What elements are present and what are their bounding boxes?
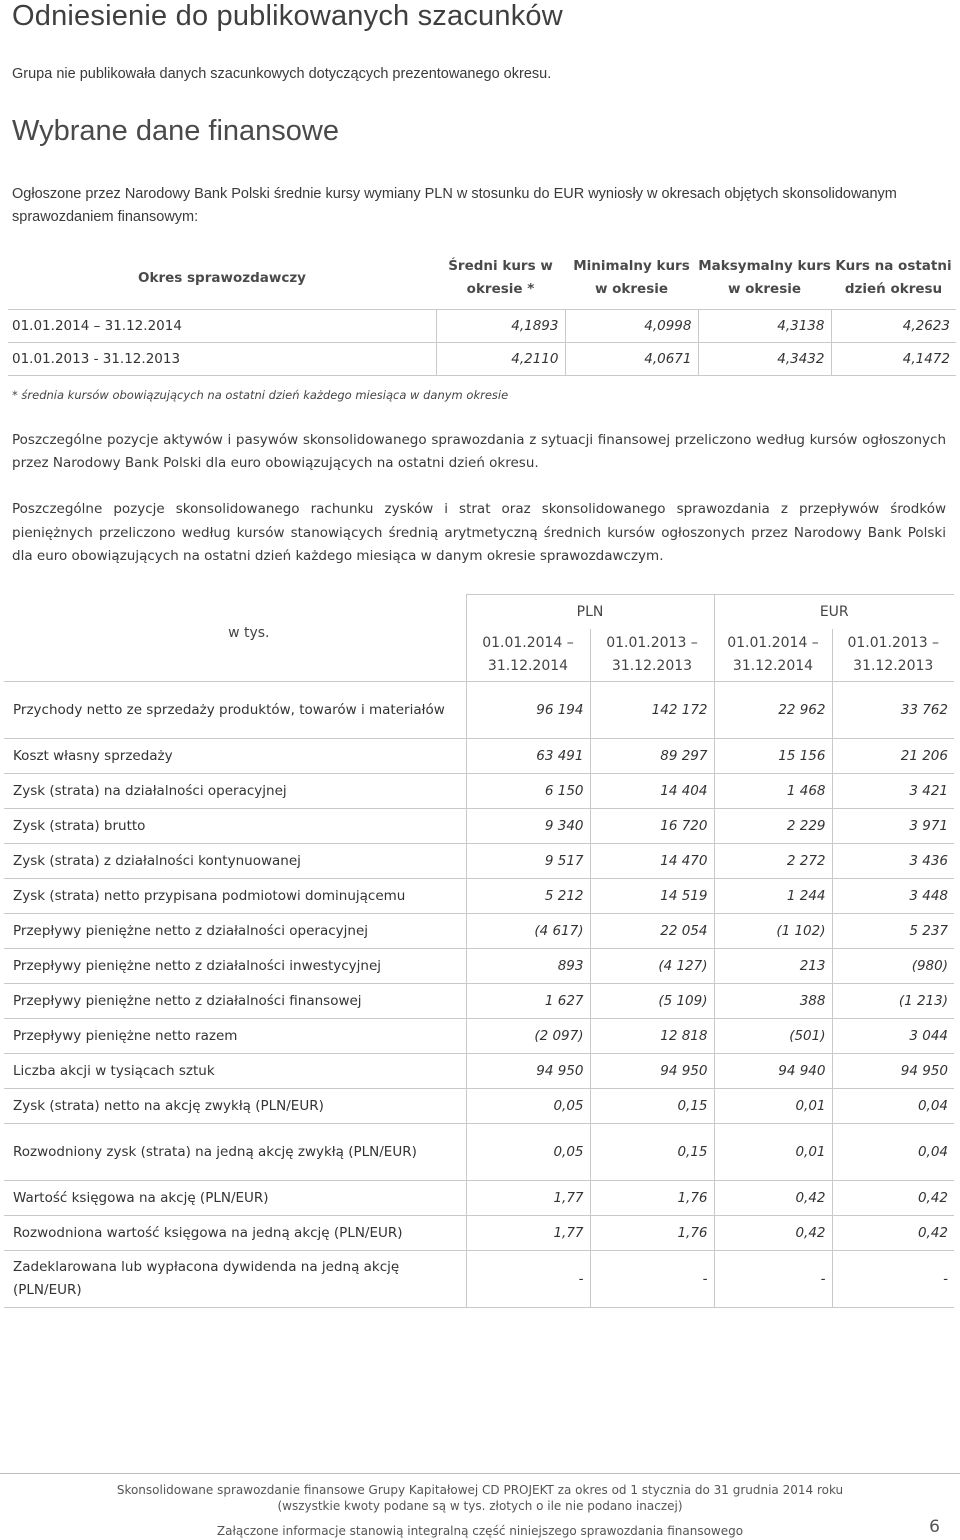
row-label: Przepływy pieniężne netto z działalności finansowej <box>4 984 466 1019</box>
table-row <box>4 682 954 739</box>
row-value: (501) <box>714 1019 832 1054</box>
row-value: 2 229 <box>714 809 832 844</box>
row-value: 3 971 <box>832 809 954 844</box>
table-row <box>4 1089 954 1124</box>
row-value: 0,42 <box>714 1181 832 1216</box>
row-label: Zysk (strata) netto na akcję zwykłą (PLN/EUR) <box>4 1089 466 1124</box>
table-row <box>4 1019 954 1054</box>
row-value: 89 297 <box>590 739 714 774</box>
row-value: 14 404 <box>590 774 714 809</box>
row-value: 2 272 <box>714 844 832 879</box>
row-value: 1 244 <box>714 879 832 914</box>
exchange-rates-intro: Ogłoszone przez Narodowy Bank Polski średnie kursy wymiany PLN w stosunku do EUR wyniosły w okresach objętych skonsolidowanym sprawozdaniem finansowym: <box>12 186 897 225</box>
row-value: 0,42 <box>832 1216 954 1251</box>
footer-line-3: Załączone informacje stanowią integralną część niniejszego sprawozdania finansowego <box>216 1524 744 1538</box>
rates-avg: 4,2110 <box>436 343 565 376</box>
period-header: 01.01.2014 – 31.12.2014 <box>466 629 590 682</box>
rates-period: 01.01.2014 – 31.12.2014 <box>8 310 436 343</box>
row-value: (5 109) <box>590 984 714 1019</box>
row-label: Zysk (strata) brutto <box>4 809 466 844</box>
page-footer <box>0 1473 960 1539</box>
row-value: (4 617) <box>466 914 590 949</box>
row-value: 1 468 <box>714 774 832 809</box>
row-value: 14 470 <box>590 844 714 879</box>
row-label: Zysk (strata) na działalności operacyjnej <box>4 774 466 809</box>
rates-header-row <box>8 252 956 310</box>
row-value: 96 194 <box>466 682 590 739</box>
row-value: 0,04 <box>832 1124 954 1181</box>
estimates-text: Grupa nie publikowała danych szacunkowych dotyczących prezentowanego okresu. <box>12 66 552 82</box>
rates-header-last-day: Kurs na ostatni dzień okresu <box>835 258 952 297</box>
row-value: 1,77 <box>466 1181 590 1216</box>
row-value: 12 818 <box>590 1019 714 1054</box>
currency-pln: PLN <box>466 595 714 630</box>
row-value: 15 156 <box>714 739 832 774</box>
row-value: 893 <box>466 949 590 984</box>
row-value: 5 212 <box>466 879 590 914</box>
row-value: 0,05 <box>466 1124 590 1181</box>
table-row <box>4 1181 954 1216</box>
row-value: 388 <box>714 984 832 1019</box>
row-value: (1 213) <box>832 984 954 1019</box>
rates-header-max: Maksymalny kurs w okresie <box>698 258 831 297</box>
income-conversion-text: Poszczególne pozycje skonsolidowanego rachunku zysków i strat oraz skonsolidowanego sprawozdania z przepływów środków pieniężnych przeliczono według kursów stanowiących średnią arytmetyczną średnich kursów ogłoszonych przez Narodowy Bank Polski dla euro obowiązujących na ostatni dzień każdego miesiąca w danym okresie sprawozdawczym. <box>12 501 946 564</box>
rates-max: 4,3432 <box>698 343 831 376</box>
row-label: Zysk (strata) z działalności kontynuowanej <box>4 844 466 879</box>
table-row <box>4 1124 954 1181</box>
row-value: 94 950 <box>466 1054 590 1089</box>
section-title-financial-data: Wybrane dane finansowe <box>12 115 340 147</box>
row-label: Koszt własny sprzedaży <box>4 739 466 774</box>
table-row <box>4 914 954 949</box>
row-value: (2 097) <box>466 1019 590 1054</box>
row-value: 9 340 <box>466 809 590 844</box>
table-row <box>4 879 954 914</box>
table-row <box>4 774 954 809</box>
row-value: 142 172 <box>590 682 714 739</box>
table-row <box>4 1216 954 1251</box>
row-value: 1 627 <box>466 984 590 1019</box>
row-value: 63 491 <box>466 739 590 774</box>
footer-line-2: (wszystkie kwoty podane są w tys. złotych o ile nie podano inaczej) <box>277 1499 683 1513</box>
period-header: 01.01.2013 – 31.12.2013 <box>832 629 954 682</box>
row-value: 0,01 <box>714 1089 832 1124</box>
footer-line-1: Skonsolidowane sprawozdanie finansowe Grupy Kapitałowej CD PROJEKT za okres od 1 stycznia do 31 grudnia 2014 roku <box>116 1483 844 1497</box>
row-value: 22 962 <box>714 682 832 739</box>
financial-data-table <box>4 594 954 1308</box>
row-label: Przychody netto ze sprzedaży produktów, towarów i materiałów <box>4 682 466 739</box>
row-value: 0,42 <box>832 1181 954 1216</box>
rates-max: 4,3138 <box>698 310 831 343</box>
table-row <box>8 310 956 343</box>
row-value: 0,05 <box>466 1089 590 1124</box>
currency-header-row <box>4 595 954 630</box>
period-header: 01.01.2014 – 31.12.2014 <box>714 629 832 682</box>
row-value: 5 237 <box>832 914 954 949</box>
rates-period: 01.01.2013 - 31.12.2013 <box>8 343 436 376</box>
row-value: 3 448 <box>832 879 954 914</box>
row-label: Przepływy pieniężne netto z działalności operacyjnej <box>4 914 466 949</box>
rates-footnote: * średnia kursów obowiązujących na ostatni dzień każdego miesiąca w danym okresie <box>12 388 509 402</box>
row-value: (1 102) <box>714 914 832 949</box>
row-value: 94 950 <box>832 1054 954 1089</box>
row-label: Rozwodniony zysk (strata) na jedną akcję zwykłą (PLN/EUR) <box>4 1124 466 1181</box>
section-title-estimates: Odniesienie do publikowanych szacunków <box>12 0 563 32</box>
rates-avg: 4,1893 <box>436 310 565 343</box>
row-label: Rozwodniona wartość księgowa na jedną akcję (PLN/EUR) <box>4 1216 466 1251</box>
row-value: (980) <box>832 949 954 984</box>
row-label: Wartość księgowa na akcję (PLN/EUR) <box>4 1181 466 1216</box>
table-row <box>4 984 954 1019</box>
rates-header-period: Okres sprawozdawczy <box>138 269 306 286</box>
period-header: 01.01.2013 – 31.12.2013 <box>590 629 714 682</box>
row-value: 22 054 <box>590 914 714 949</box>
rates-min: 4,0671 <box>565 343 698 376</box>
row-value: 0,15 <box>590 1089 714 1124</box>
table-row <box>8 343 956 376</box>
row-value: - <box>466 1251 590 1308</box>
row-value: 0,42 <box>714 1216 832 1251</box>
row-value: 94 950 <box>590 1054 714 1089</box>
rates-last: 4,2623 <box>831 310 956 343</box>
row-value: 6 150 <box>466 774 590 809</box>
row-value: - <box>832 1251 954 1308</box>
financial-table-body <box>4 682 954 1308</box>
row-value: 33 762 <box>832 682 954 739</box>
assets-conversion-text: Poszczególne pozycje aktywów i pasywów skonsolidowanego sprawozdania z sytuacji finansowej przeliczono według kursów ogłoszonych przez Narodowy Bank Polski dla euro obowiązujących na ostatni dzień okresu. <box>12 432 946 471</box>
row-value: - <box>590 1251 714 1308</box>
row-value: 0,01 <box>714 1124 832 1181</box>
row-value: 0,04 <box>832 1089 954 1124</box>
row-label: Liczba akcji w tysiącach sztuk <box>4 1054 466 1089</box>
row-value: (4 127) <box>590 949 714 984</box>
row-value: 14 519 <box>590 879 714 914</box>
row-value: 21 206 <box>832 739 954 774</box>
row-label: Zysk (strata) netto przypisana podmiotowi dominującemu <box>4 879 466 914</box>
row-value: 213 <box>714 949 832 984</box>
table-row <box>4 1251 954 1308</box>
row-label: Zadeklarowana lub wypłacona dywidenda na jedną akcję (PLN/EUR) <box>4 1251 466 1308</box>
rates-header-average: Średni kurs w okresie * <box>448 258 553 297</box>
row-label: Przepływy pieniężne netto z działalności inwestycyjnej <box>4 949 466 984</box>
table-row <box>4 739 954 774</box>
row-value: 1,77 <box>466 1216 590 1251</box>
rates-header-min: Minimalny kurs w okresie <box>573 258 690 297</box>
row-value: 3 421 <box>832 774 954 809</box>
row-value: 94 940 <box>714 1054 832 1089</box>
rates-last: 4,1472 <box>831 343 956 376</box>
table-row <box>4 949 954 984</box>
row-value: - <box>714 1251 832 1308</box>
row-label: Przepływy pieniężne netto razem <box>4 1019 466 1054</box>
row-value: 3 436 <box>832 844 954 879</box>
row-value: 16 720 <box>590 809 714 844</box>
rates-min: 4,0998 <box>565 310 698 343</box>
table-row <box>4 809 954 844</box>
table-row <box>4 844 954 879</box>
currency-eur: EUR <box>714 595 954 630</box>
row-value: 1,76 <box>590 1216 714 1251</box>
table-row <box>4 1054 954 1089</box>
row-value: 1,76 <box>590 1181 714 1216</box>
exchange-rates-table <box>8 252 956 376</box>
row-value: 0,15 <box>590 1124 714 1181</box>
page-number: 6 <box>929 1517 940 1537</box>
row-value: 3 044 <box>832 1019 954 1054</box>
row-value: 9 517 <box>466 844 590 879</box>
unit-label: w tys. <box>228 624 270 641</box>
